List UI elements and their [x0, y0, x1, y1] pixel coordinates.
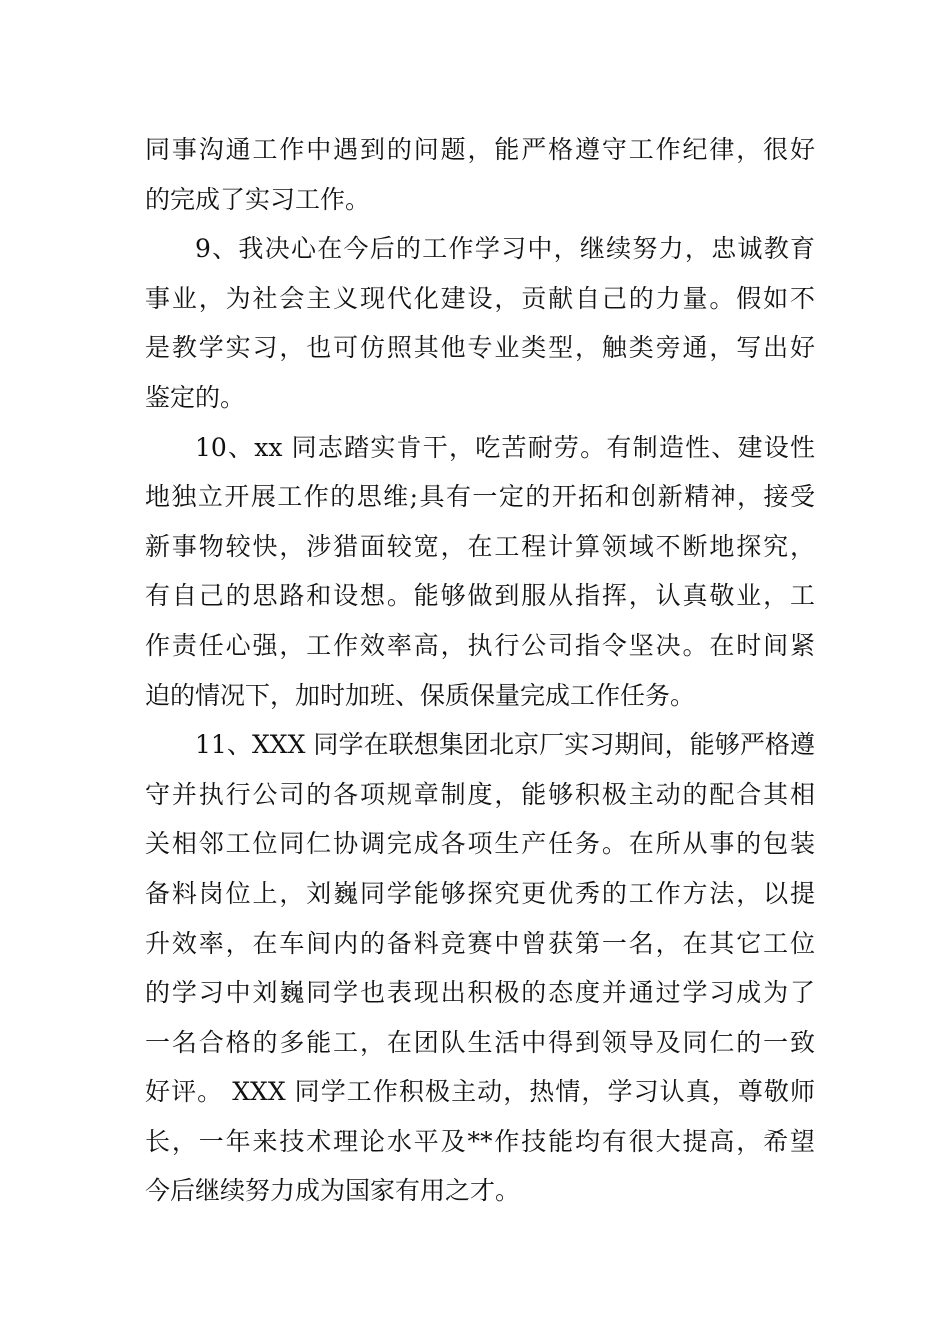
paragraph-11-start: 11、XXX 同学在联想集团北京厂实习期间，能够严格遵: [195, 730, 815, 760]
text-line: 新事物较快，涉猎面较宽，在工程计算领域不断地探究，: [145, 531, 815, 561]
text-line: 鉴定的。: [145, 382, 246, 412]
text-line: 作责任心强，工作效率高，执行公司指令坚决。在时间紧: [145, 630, 815, 660]
text-line: 关相邻工位同仁协调完成各项生产任务。在所从事的包装: [145, 829, 815, 859]
text-line: 有自己的思路和设想。能够做到服从指挥，认真敬业，工: [145, 581, 815, 611]
text-line: 是教学实习，也可仿照其他专业类型，触类旁通，写出好: [145, 333, 815, 363]
text-line: 迫的情况下，加时加班、保质保量完成工作任务。: [145, 680, 696, 710]
text-line: 事业，为社会主义现代化建设，贡献自己的力量。假如不: [145, 283, 815, 313]
text-line: 备料岗位上，刘巍同学能够探究更优秀的工作方法，以提: [145, 878, 815, 908]
text-line: 地独立开展工作的思维;具有一定的开拓和创新精神，接受: [145, 482, 815, 512]
text-line: 今后继续努力成为国家有用之才。: [145, 1176, 521, 1206]
text-line: 长，一年来技术理论水平及**作技能均有很大提高，希望: [145, 1126, 815, 1156]
text-line: 的学习中刘巍同学也表现出积极的态度并通过学习成为了: [145, 978, 815, 1008]
paragraph-10-start: 10、xx 同志踏实肯干，吃苦耐劳。有制造性、建设性: [195, 432, 815, 462]
document-body: [145, 125, 815, 1216]
text-line: 同事沟通工作中遇到的问题，能严格遵守工作纪律，很好: [145, 135, 815, 164]
text-line: 好评。 XXX 同学工作积极主动，热情，学习认真，尊敬师: [145, 1077, 815, 1107]
text-line: 一名合格的多能工，在团队生活中得到领导及同仁的一致: [145, 1027, 815, 1057]
text-line: 的完成了实习工作。: [145, 184, 371, 214]
paragraph-9-start: 9、我决心在今后的工作学习中，继续努力，忠诚教育: [195, 234, 815, 264]
text-line: 升效率，在车间内的备料竞赛中曾获第一名，在其它工位: [145, 928, 815, 958]
text-line: 守并执行公司的各项规章制度，能够积极主动的配合其相: [145, 779, 815, 809]
